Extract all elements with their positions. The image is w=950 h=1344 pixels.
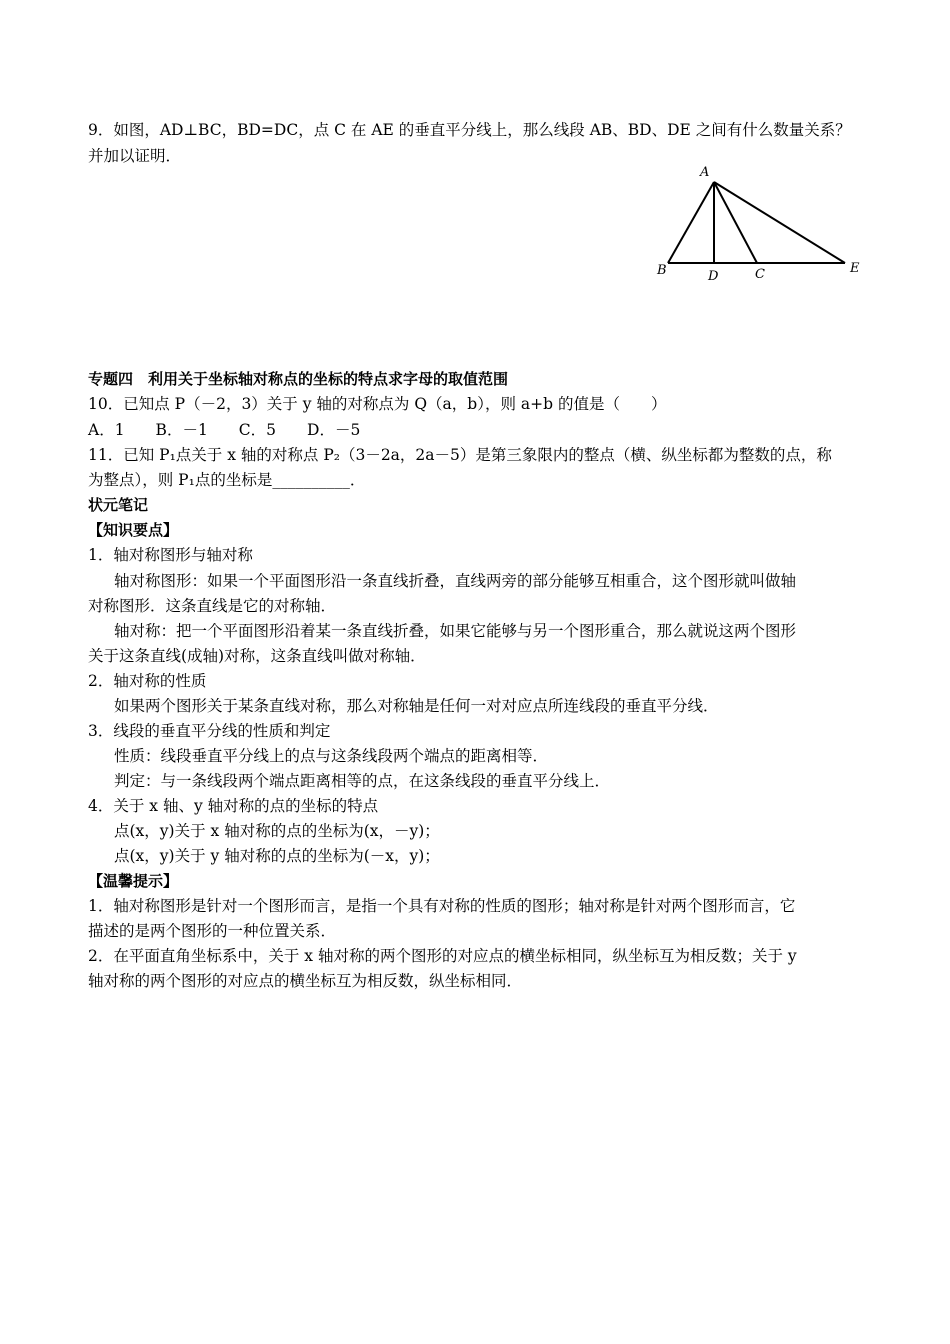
label-a: A: [700, 165, 710, 180]
k4-p2: 点(x，y)关于 y 轴对称的点的坐标为(－x，y)；: [114, 847, 440, 865]
q11-line2: 为整点），则 P₁点的坐标是__________．: [88, 471, 366, 489]
q10-options: A．1 B．－1 C．5 D．－5: [88, 421, 361, 439]
k3-title: 3．线段的垂直平分线的性质和判定: [88, 722, 331, 740]
q9-triangle-figure: [652, 160, 872, 290]
tips-header: 【温馨提示】: [88, 872, 179, 890]
t2-a: 2．在平面直角坐标系中，关于 x 轴对称的两个图形的对应点的横坐标相同，纵坐标互为相反数；关于 y: [88, 947, 797, 965]
k1-p2-a: 轴对称：把一个平面图形沿着某一条直线折叠，如果它能够与另一个图形重合，那么就说这两个图形: [114, 622, 797, 640]
notes-title: 状元笔记: [88, 496, 149, 514]
topic4-title: 专题四 利用关于坐标轴对称点的坐标的特点求字母的取值范围: [88, 370, 509, 388]
label-c: C: [755, 267, 765, 282]
k3-p1: 性质：线段垂直平分线上的点与这条线段两个端点的距离相等．: [114, 747, 549, 765]
label-b: B: [657, 263, 667, 278]
q10-stem: 10．已知点 P（－2，3）关于 y 轴的对称点为 Q（a，b），则 a+b 的值是（ ）: [88, 395, 667, 413]
k2-title: 2．轴对称的性质: [88, 672, 207, 690]
k1-p2-b: 关于这条直线(成轴)对称，这条直线叫做对称轴．: [88, 647, 426, 665]
k1-p1-b: 对称图形．这条直线是它的对称轴．: [88, 597, 337, 615]
k4-p1: 点(x，y)关于 x 轴对称的点的坐标为(x，－y)；: [114, 822, 440, 840]
k1-title: 1．轴对称图形与轴对称: [88, 546, 253, 564]
k2-p1: 如果两个图形关于某条直线对称，那么对称轴是任何一对对应点所连线段的垂直平分线．: [114, 697, 719, 715]
k3-p2: 判定：与一条线段两个端点距离相等的点，在这条线段的垂直平分线上．: [114, 772, 611, 790]
segment-ab: [668, 182, 714, 263]
segment-ae: [714, 182, 845, 263]
triangle-diagram: [652, 160, 872, 290]
knowledge-header: 【知识要点】: [88, 521, 179, 539]
q11-line1: 11．已知 P₁点关于 x 轴的对称点 P₂（3－2a，2a－5）是第三象限内的整点（横、纵坐标都为整数的点，称: [88, 446, 832, 464]
t1-a: 1．轴对称图形是针对一个图形而言，是指一个具有对称的性质的图形；轴对称是针对两个图形而言，它: [88, 897, 796, 915]
k1-p1-a: 轴对称图形：如果一个平面图形沿一条直线折叠，直线两旁的部分能够互相重合，这个图形就叫做轴: [114, 572, 797, 590]
k4-title: 4．关于 x 轴、y 轴对称的点的坐标的特点: [88, 797, 379, 815]
label-e: E: [850, 261, 860, 276]
q9-line1: 9．如图，AD⊥BC，BD=DC，点 C 在 AE 的垂直平分线上，那么线段 AB、BD、DE 之间有什么数量关系？: [88, 121, 851, 139]
t1-b: 描述的是两个图形的一种位置关系．: [88, 922, 337, 940]
q9-line2: 并加以证明．: [88, 147, 182, 165]
t2-b: 轴对称的两个图形的对应点的横坐标互为相反数，纵坐标相同．: [88, 972, 523, 990]
label-d: D: [708, 269, 719, 284]
